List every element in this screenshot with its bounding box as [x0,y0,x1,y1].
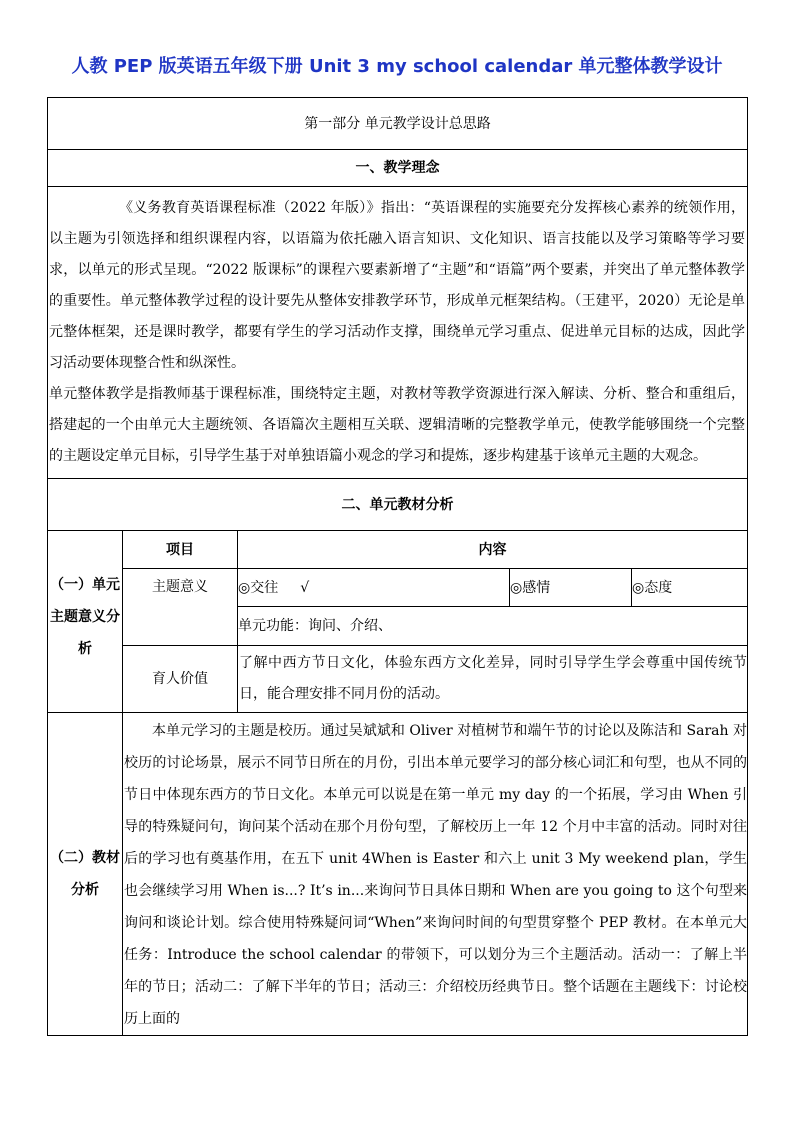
check-icon: √ [300,579,310,596]
section-two-heading: 二、单元教材分析 [48,479,748,531]
theme-meaning-label: 主题意义 [123,569,238,646]
option-attitude: ◎态度 [632,569,748,607]
row-one-label-top [48,531,123,569]
document-title: 人教 PEP 版英语五年级下册 Unit 3 my school calendar 单元整体教学设计 [71,56,723,77]
col-content-header: 内容 [238,531,748,569]
design-table [47,97,748,1036]
section-one-heading: 一、教学理念 [48,150,748,187]
philosophy-paragraph-1: 《义务教育英语课程标准（2022 年版）》指出：“英语课程的实施要充分发挥核心素养的统领作用，以主题为引领选择和组织课程内容，以语篇为依托融入语言知识、文化知识、语言技能以及学习策略等学习要求，以单元的形式呈现。“2022 版课标”的课程六要素新增了“主题”和“语篇”两个要素，并突出了单元整体教学的重要性。单元整体教学过程的设计要先从整体安排教学环节，形成单元框架结构。（王建平，2020）无论是单元整体框架，还是课时教学，都要有学生的学习活动作支撑，围绕单元学习重点、促进单元目标的达成，因此学习活动要体现整合性和纵深性。 [49,200,746,371]
col-item-header: 项目 [123,531,238,569]
teaching-philosophy-text [48,187,748,479]
part-one-heading: 第一部分 单元教学设计总思路 [48,98,748,150]
option-emotion: ◎感情 [510,569,632,607]
education-value-label: 育人价值 [123,646,238,713]
unit-function-text: 单元功能：询问、介绍、 [238,607,748,646]
option-communication-label: ◎交往 [238,579,279,596]
material-analysis-label: （二）教材分析 [48,713,123,1036]
education-value-text: 了解中西方节日文化，体验东西方文化差异，同时引导学生学会尊重中国传统节日，能合理安排不同月份的活动。 [238,646,748,713]
material-analysis-paragraph: 本单元学习的主题是校历。通过吴斌斌和 Oliver 对植树节和端午节的讨论以及陈洁和 Sarah 对校历的讨论场景，展示不同节日所在的月份，引出本单元要学习的部分核心词汇和句型，也从不同的节日中体现东西方的节日文化。本单元可以说是在第一单元 my day 的一个拓展，学习由 When 引导的特殊疑问句，询问某个活动在那个月份句型，了解校历上一年 12 个月中丰富的活动。同时对往后的学习也有奠基作用，在五下 unit 4When is Easter 和六上 unit 3 My weekend plan，学生也会继续学习用 When is...? It’s in...来询问节日具体日期和 When are you going to 这个句型来询问和谈论计划。综合使用特殊疑问词“When”来询问时间的句型贯穿整个 PEP 教材。在本单元大任务：Introduce the school calendar 的带领下，可以划分为三个主题活动。活动一：了解上半年的节日；活动二：了解下半年的节日；活动三：介绍校历经典节日。整个话题在主题线下：讨论校历上面的 [124,723,748,1027]
philosophy-paragraph-2: 单元整体教学是指教师基于课程标准，围绕特定主题，对教材等教学资源进行深入解读、分析、整合和重组后，搭建起的一个由单元大主题统领、各语篇次主题相互关联、逻辑清晰的完整教学单元，使教学能够围绕一个完整的主题设定单元目标，引导学生基于对单独语篇小观念的学习和提炼，逐步构建基于该单元主题的大观念。 [49,386,746,464]
unit-theme-label: （一）单元主题意义分析 [48,569,123,713]
material-analysis-text [123,713,748,1036]
option-communication [238,569,510,607]
